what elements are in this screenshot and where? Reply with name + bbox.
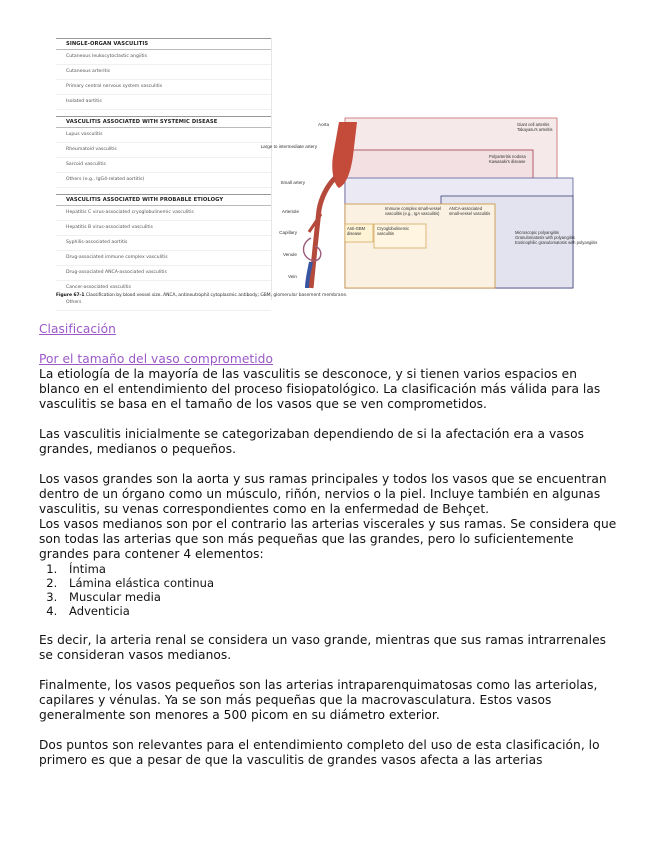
vessel-label-small-artery: Small artery (280, 180, 305, 185)
heading-tamano-link[interactable]: Por el tamaño del vaso comprometido (39, 352, 273, 366)
article-body (39, 322, 619, 768)
caption-label: Figure 67-1 (56, 293, 85, 298)
table-row: Isolated aortitis (56, 95, 271, 110)
table-row: Hepatitis B virus-associated vasculitis (56, 221, 271, 236)
artery-branch (311, 178, 335, 288)
list-item: 3. Muscular media (61, 590, 619, 604)
list-item: 1. Íntima (61, 562, 619, 576)
table-row: Rheumatoid vasculitis (56, 143, 271, 158)
paragraph-4: Los vasos medianos son por el contrario las arterias viscerales y sus ramas. Se considera que son todas las arterias que son más pequeñas que las grandes, pero lo suficientemente grandes para contener 4 elementos: (39, 517, 617, 561)
list-item: 4. Adventicia (61, 604, 619, 618)
table-section-heading: SINGLE-ORGAN VASCULITIS (56, 38, 271, 50)
box-label-anca-list: Microscopic polyangiitis Granulomatosis with polyangiitis Eosinophilic granulomatosis with polyangiitis (515, 230, 598, 245)
table-row: Cancer-associated vasculitis (56, 281, 271, 296)
vessel-label-aorta: Aorta (318, 122, 329, 127)
table-row: Others (e.g., IgG4-related aortitis) (56, 173, 271, 188)
box-label-anca: ANCA-associated small-vessel vasculitis (449, 206, 491, 216)
table-row: Cutaneous leukocytoclastic angiitis (56, 50, 271, 65)
paragraph-7: Dos puntos son relevantes para el entendimiento completo del uso de esta clasificación, lo primero es que a pesar de que la vasculitis de grandes vasos afecta a las arterias (39, 738, 600, 767)
box-label-medium: Polyarteritis nodosa Kawasaki's disease (489, 154, 526, 164)
table-row: Sarcoid vasculitis (56, 158, 271, 173)
classification-figure (56, 38, 596, 306)
vessel-size-diagram (260, 38, 598, 306)
paragraph-1: La etiología de la mayoría de las vasculitis se desconoce, y si tienen varios espacios en blanco en el entendimiento del proceso fisiopatológico. La clasificación más válida para las vasculitis se basa en el tamaño de los vasos que se ven comprometidos. (39, 367, 601, 411)
table-row: Cutaneous arteritis (56, 65, 271, 80)
box-label-immune: Immune complex small-vessel vasculitis (e.g., IgA vasculitis) (385, 206, 442, 216)
vessel-label-capillary: Capillary (279, 230, 297, 235)
vessel-label-venule: Venule (282, 252, 297, 257)
paragraph-5: Es decir, la arteria renal se considera un vaso grande, mientras que sus ramas intrarrenales se consideran vasos medianos. (39, 633, 607, 662)
table-section-heading: VASCULITIS ASSOCIATED WITH SYSTEMIC DISEASE (56, 116, 271, 128)
table-row: Drug-associated immune complex vasculitis (56, 251, 271, 266)
box-label-antigbm: Anti-GBM disease (347, 226, 366, 236)
heading-clasificacion-link[interactable]: Clasificación (39, 322, 116, 336)
table-row: Others (56, 296, 271, 311)
paragraph-3: Los vasos grandes son la aorta y sus ramas principales y todos los vasos que se encuentran dentro de un órgano como un músculo, riñón, nervios o la piel. Incluye también en algunas vasculitis, su venas correspondientes como en la enfermedad de Behçet. (39, 472, 607, 516)
elements-list (39, 562, 619, 618)
vessel-label-vein: Vein (288, 274, 297, 279)
list-item: 2. Lámina elástica continua (61, 576, 619, 590)
vessel-label-arteriole: Arteriole (281, 209, 299, 214)
paragraph-6: Finalmente, los vasos pequeños son las arterias intraparenquimatosas como las arteriolas, capilares y vénulas. Ya se son más pequeñas que la macrovasculatura. Estos vasos generalmente son menores a 500 picom en su diámetro exterior. (39, 678, 598, 722)
box-label-large: Giant cell arteritis Takayasu's arteritis (517, 122, 553, 132)
table-row: Hepatitis C virus-associated cryoglobulinemic vasculitis (56, 206, 271, 221)
paragraph-2: Las vasculitis inicialmente se categorizaban dependiendo de si la afectación era a vasos grandes, medianos o pequeños. (39, 427, 585, 456)
caption-text: Classification by blood vessel size. ANCA, antineutrophil cytoplasmic antibody; GBM, glomerular basement membrane. (85, 293, 348, 298)
table-row: Lupus vasculitis (56, 128, 271, 143)
figure-caption (56, 293, 347, 298)
table-section-heading: VASCULITIS ASSOCIATED WITH PROBABLE ETIOLOGY (56, 194, 271, 206)
table-row: Primary central nervous system vasculitis (56, 80, 271, 95)
table-row: Drug-associated ANCA-associated vasculitis (56, 266, 271, 281)
vasculitis-table (56, 38, 272, 305)
table-row: Syphilis-associated aortitis (56, 236, 271, 251)
box-label-cryo: Cryoglobulinemic vasculitis (377, 226, 410, 236)
vessel-label-large: Large to intermediate artery (260, 144, 317, 149)
